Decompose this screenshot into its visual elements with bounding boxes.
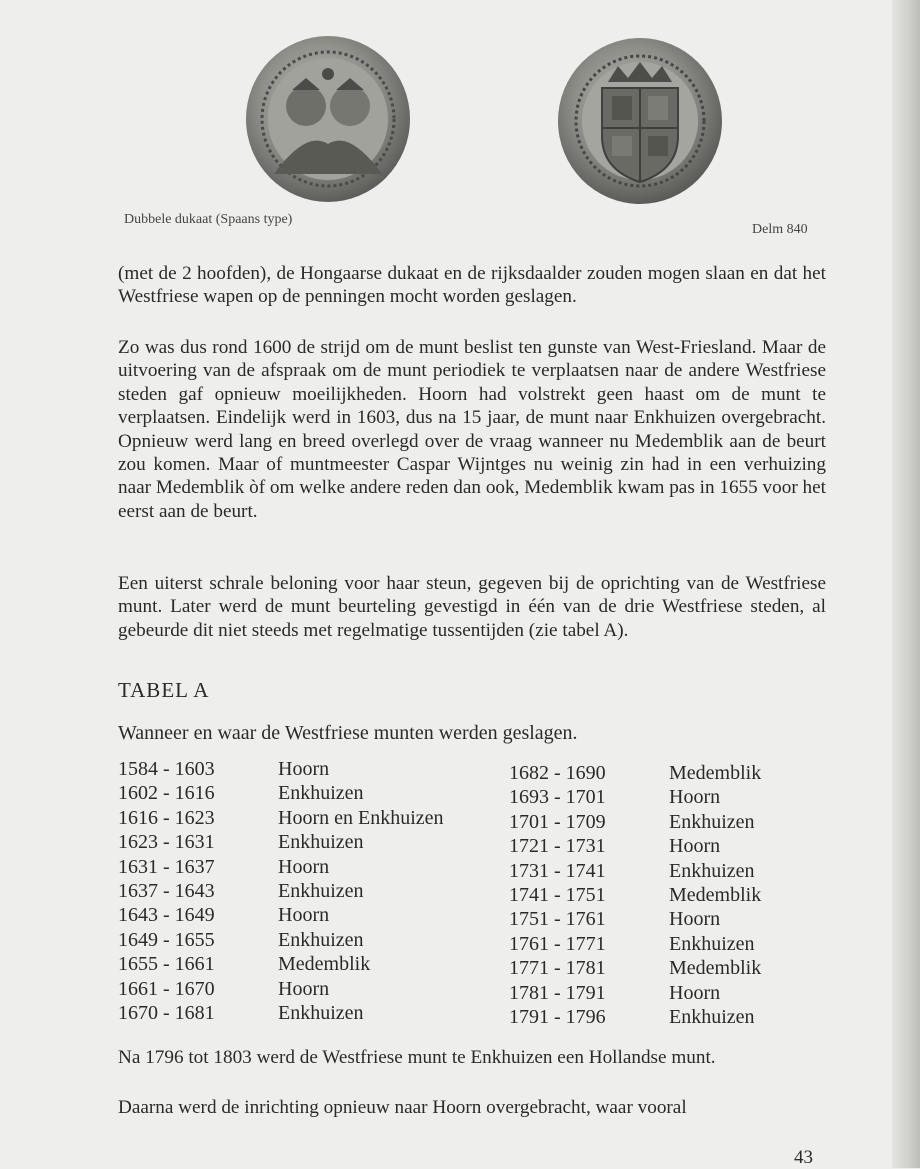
table-row [118,855,444,879]
years-cell: 1584 - 1603 [118,758,215,780]
table-row [118,830,444,854]
place-cell: Enkhuizen [278,928,364,951]
place-cell: Enkhuizen [669,859,755,882]
years-cell: 1643 - 1649 [118,904,215,927]
years-cell: 1616 - 1623 [118,806,215,829]
years-cell: 1670 - 1681 [118,1001,215,1024]
table-intro: Wanneer en waar de Westfriese munten werden geslagen. [118,722,578,744]
paragraph-1: (met de 2 hoofden), de Hongaarse dukaat en de rijksdaalder zouden mogen slaan en dat het Westfriese wapen op de penningen mocht worden geslagen. [118,263,826,308]
place-cell: Hoorn [669,835,721,858]
years-cell: 1602 - 1616 [118,782,215,805]
years-cell: 1761 - 1771 [509,932,606,955]
table-heading: TABEL A [118,678,210,702]
paragraph-3: Een uiterst schrale beloning voor haar steun, gegeven bij de oprichting van de Westfriese munt. Later werd de munt beurteling gevestigd in één van de drie Westfriese steden, al gebeurde dit niet steeds met regelmatige tussentijden (zie tabel A). [118,573,826,641]
place-cell: Enkhuizen [278,782,364,805]
table-row [509,834,761,858]
place-cell: Enkhuizen [669,1005,755,1028]
place-cell: Hoorn [669,908,721,931]
years-cell: 1693 - 1701 [509,786,606,809]
years-cell: 1741 - 1751 [509,883,606,906]
place-cell: Medemblik [669,883,762,906]
years-cell: 1637 - 1643 [118,879,215,902]
table-row [118,879,444,903]
table-row [118,903,444,927]
place-cell: Medemblik [669,957,762,980]
table-row [509,932,761,956]
years-cell: 1731 - 1741 [509,859,606,882]
table-column-right [509,761,761,1029]
table-row [118,977,444,1001]
place-cell: Medemblik [669,762,762,784]
place-cell: Hoorn [278,855,330,878]
table-row [118,781,444,805]
page-edge [892,0,920,1168]
place-cell: Enkhuizen [669,932,755,955]
table-row [118,757,444,781]
place-cell: Hoorn [669,786,721,809]
place-cell: Hoorn [278,758,330,780]
closing-paragraph-1: Na 1796 tot 1803 werd de Westfriese munt te Enkhuizen een Hollandse munt. [118,1047,716,1068]
table-row [509,859,761,883]
place-cell: Enkhuizen [278,879,364,902]
years-cell: 1649 - 1655 [118,928,215,951]
paragraph-2: Zo was dus rond 1600 de strijd om de munt beslist ten gunste van West-Friesland. Maar de uitvoering van de afspraak om de munt periodiek te verplaatsen naar de andere Westfriese steden gaf opnieuw moeilijkheden. Hoorn had volstrekt geen haast om de munt te verplaatsen. Eindelijk werd in 1603, dus na 15 jaar, de munt naar Enkhuizen overgebracht. Opnieuw werd lang en breed overlegd over de vraag wanneer nu Medemblik aan de beurt zou komen. Maar of muntmeester Caspar Wijntges nu weinig zin had in een verhuizing naar Medemblik òf om welke andere reden dan ook, Medemblik kwam pas in 1655 voor het eerst aan de beurt. [118,337,826,522]
years-cell: 1623 - 1631 [118,831,215,854]
table-row [509,785,761,809]
place-cell: Medemblik [278,953,371,976]
place-cell: Hoorn [669,981,721,1004]
table-row [118,952,444,976]
years-cell: 1721 - 1731 [509,835,606,858]
years-cell: 1771 - 1781 [509,957,606,980]
place-cell: Hoorn [278,977,330,1000]
coin-coat-of-arms-image [556,36,724,206]
place-cell: Enkhuizen [278,1001,364,1024]
caption-right: Delm 840 [752,222,808,237]
place-cell: Hoorn en Enkhuizen [278,806,444,829]
table-row [509,883,761,907]
table-row [509,761,761,785]
years-cell: 1682 - 1690 [509,762,606,784]
years-cell: 1781 - 1791 [509,981,606,1004]
page-number: 43 [794,1147,813,1168]
table-row [509,1005,761,1029]
years-cell: 1701 - 1709 [509,810,606,833]
years-cell: 1631 - 1637 [118,855,215,878]
coin-portrait-image [244,34,412,204]
years-cell: 1791 - 1796 [509,1005,606,1028]
table-row [118,928,444,952]
years-cell: 1655 - 1661 [118,953,215,976]
place-cell: Hoorn [278,904,330,927]
table-row [509,981,761,1005]
caption-left: Dubbele dukaat (Spaans type) [124,212,293,227]
table-row [509,956,761,980]
place-cell: Enkhuizen [669,810,755,833]
table-row [509,907,761,931]
years-cell: 1661 - 1670 [118,977,215,1000]
table-row [118,1001,444,1025]
place-cell: Enkhuizen [278,831,364,854]
table-row [509,810,761,834]
table-column-left [118,757,444,1025]
closing-paragraph-2: Daarna werd de inrichting opnieuw naar Hoorn overgebracht, waar vooral [118,1097,687,1118]
table-row [118,806,444,830]
years-cell: 1751 - 1761 [509,908,606,931]
